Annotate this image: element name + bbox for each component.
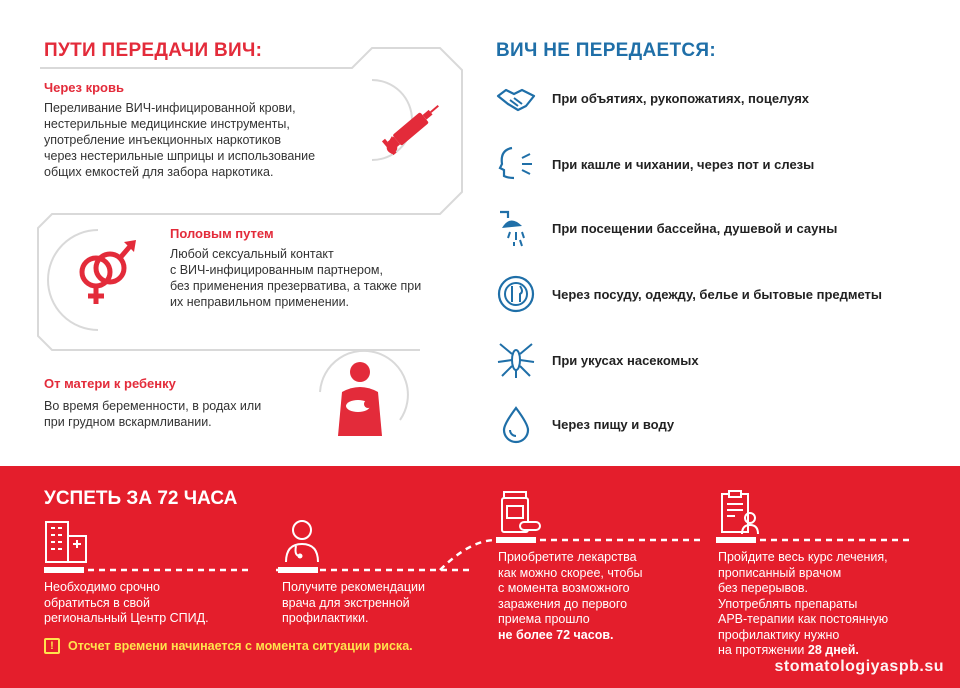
transmission-title: ПУТИ ПЕРЕДАЧИ ВИЧ: [44,40,263,61]
deadline-title: УСПЕТЬ ЗА 72 ЧАСА [44,488,238,509]
not-transmitted-item: При объятиях, рукопожатиях, поцелуях [496,78,809,118]
medicine-icon [498,490,542,536]
sneeze-face-icon [496,144,536,184]
warning-note: ! Отсчет времени начинается с момента ситуации риска. [44,638,413,654]
sexual-text: Любой сексуальный контакт с ВИЧ-инфицированным партнером, без применения презерватива, а также при их неправильном применении. [170,247,422,309]
sexual-heading: Половым путем [170,226,274,241]
exclamation-icon: ! [44,638,60,654]
doctor-icon [282,518,322,564]
step2-text: Получите рекомендации врача для экстренной профилактики. [282,580,425,625]
not-transmitted-item: При кашле и чихании, через пот и слезы [496,144,814,184]
not-transmitted-item: Через посуду, одежду, белье и бытовые предметы [496,274,882,314]
blood-text: Переливание ВИЧ-инфицированной крови, нестерильные медицинские инструменты, употребление инъекционных наркотиков через нестерильные шприцы и использование общих емкостей для забора наркотика. [44,101,316,179]
not-transmitted-title: ВИЧ НЕ ПЕРЕДАЕТСЯ: [496,40,716,61]
blood-heading: Через кровь [44,80,124,95]
gender-symbols-icon [70,238,140,308]
prescription-icon [718,490,762,536]
handshake-icon [496,78,536,118]
water-drop-icon [496,404,536,444]
step4-text: Пройдите весь курс лечения, прописанный врачом без перерывов. Употреблять препараты АРВ-терапии как постоянную профилактику нужно на протяжении 28 дней. [718,550,889,657]
mother-heading: От матери к ребенку [44,376,176,391]
not-transmitted-item: При посещении бассейна, душевой и сауны [496,208,837,248]
step3-text: Приобретите лекарства как можно скорее, чтобы с момента возможного заражения до первого приема прошло не более 72 часов. [498,550,643,642]
mother-text: Во время беременности, в родах или при грудном вскармливании. [44,399,262,429]
shower-icon [496,208,536,248]
not-transmitted-item: При укусах насекомых [496,340,699,380]
mosquito-icon [496,340,536,380]
mother-child-icon [330,358,390,438]
step1-text: Необходимо срочно обратиться в свой региональный Центр СПИД. [44,580,209,625]
watermark: stomatologiyaspb.su [774,658,944,675]
not-transmitted-item: Через пищу и воду [496,404,674,444]
plate-cutlery-icon [496,274,536,314]
syringe-blood-icon [378,92,448,162]
building-icon [44,518,90,564]
